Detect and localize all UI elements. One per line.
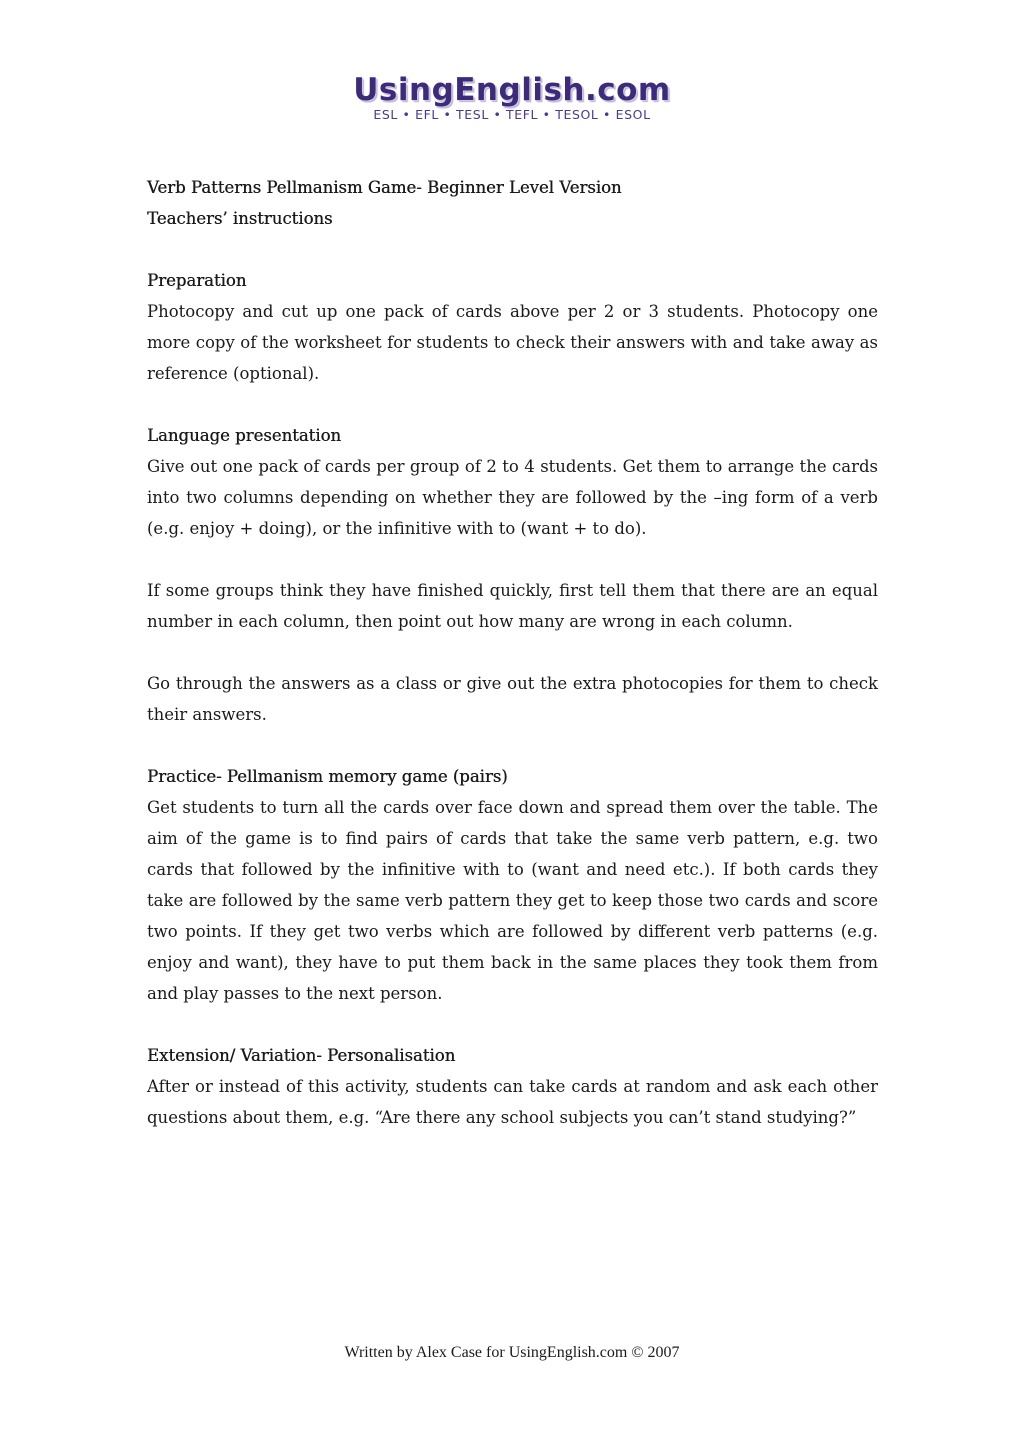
document-title: Verb Patterns Pellmanism Game- Beginner Level Version bbox=[147, 178, 622, 197]
document-subtitle: Teachers’ instructions bbox=[147, 209, 333, 228]
paragraph: After or instead of this activity, students can take cards at random and ask each other questions about them, e.g. “Are there any school subjects you can’t stand studying?” bbox=[147, 1077, 878, 1127]
spacer bbox=[147, 730, 878, 761]
logo-tagline: ESL • EFL • TESL • TEFL • TESOL • ESOL bbox=[373, 107, 651, 122]
document-body bbox=[147, 172, 878, 1133]
paragraph: Photocopy and cut up one pack of cards above per 2 or 3 students. Photocopy one more copy of the worksheet for students to check their answers with and take away as reference (optional). bbox=[147, 302, 878, 383]
page-footer: Written by Alex Case for UsingEnglish.com © 2007 bbox=[344, 1344, 680, 1361]
spacer bbox=[147, 1009, 878, 1040]
logo-title: UsingEnglish.com bbox=[353, 72, 671, 108]
site-logo bbox=[0, 72, 1024, 122]
spacer bbox=[147, 389, 878, 420]
paragraph: Get students to turn all the cards over face down and spread them over the table. The aim of the game is to find pairs of cards that take the same verb pattern, e.g. two cards that followed by the infinitive with to (want and need etc.). If both cards they take are followed by the same verb pattern they get to keep those two cards and score two points. If they get two verbs which are followed by different verb patterns (e.g. enjoy and want), they have to put them back in the same places they took them from and play passes to the next person. bbox=[147, 798, 878, 1003]
section-heading-extension: Extension/ Variation- Personalisation bbox=[147, 1046, 456, 1065]
paragraph: Go through the answers as a class or give out the extra photocopies for them to check their answers. bbox=[147, 674, 878, 724]
section-heading-language-presentation: Language presentation bbox=[147, 426, 342, 445]
paragraph: If some groups think they have finished quickly, first tell them that there are an equal number in each column, then point out how many are wrong in each column. bbox=[147, 581, 878, 631]
spacer bbox=[147, 544, 878, 575]
spacer bbox=[147, 234, 878, 265]
spacer bbox=[147, 637, 878, 668]
paragraph: Give out one pack of cards per group of 2 to 4 students. Get them to arrange the cards into two columns depending on whether they are followed by the –ing form of a verb (e.g. enjoy + doing), or the infinitive with to (want + to do). bbox=[147, 457, 878, 538]
section-heading-practice: Practice- Pellmanism memory game (pairs) bbox=[147, 767, 508, 786]
section-heading-preparation: Preparation bbox=[147, 271, 247, 290]
